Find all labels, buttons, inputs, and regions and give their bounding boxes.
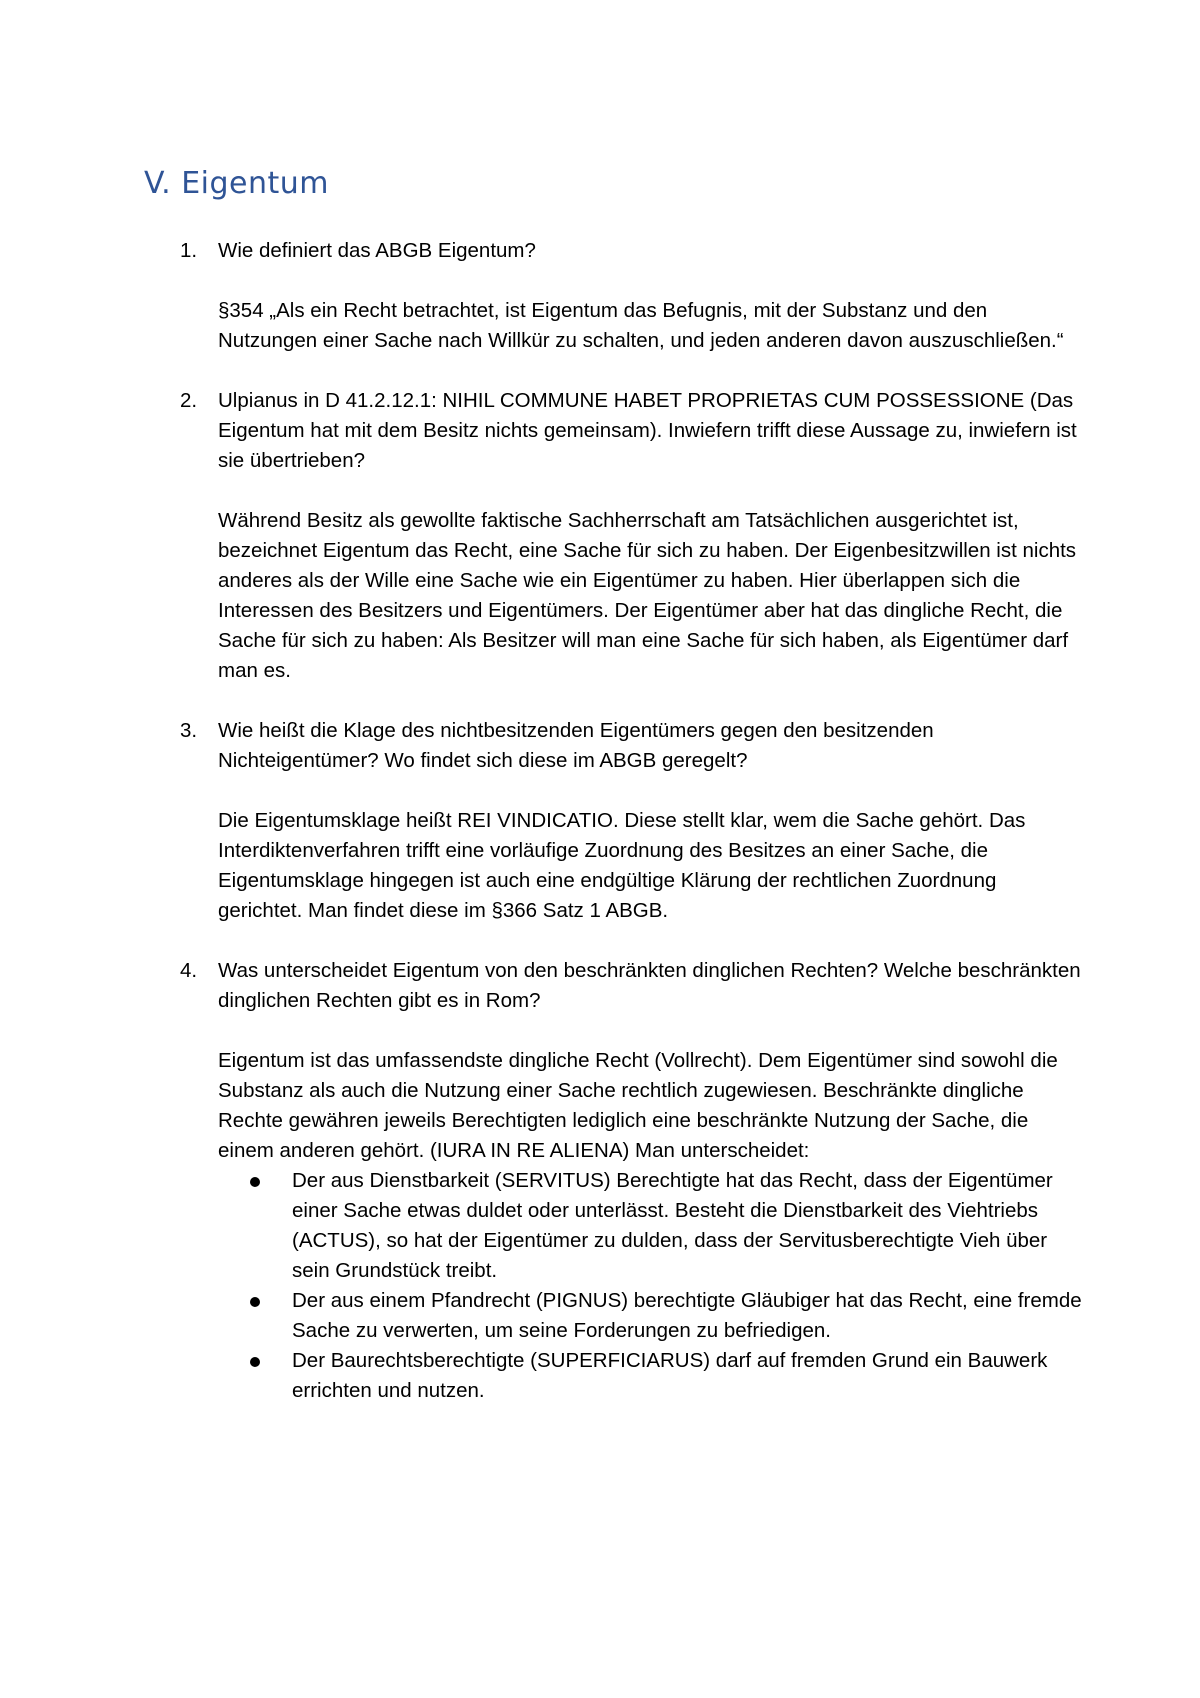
- bullet-list: [218, 1166, 1084, 1406]
- answer-text: Eigentum ist das umfassendste dingliche Recht (Vollrecht). Dem Eigentümer sind sowohl die Substanz als auch die Nutzung einer Sache rechtlich zugewiesen. Beschränkte dingliche Rechte gewähren jeweils Berechtigten lediglich eine beschränkte Nutzung der Sache, die einem anderen gehört. (IURA IN RE ALIENA) Man unterscheidet:: [218, 1049, 1058, 1162]
- answer-text: Die Eigentumsklage heißt REI VINDICATIO. Diese stellt klar, wem die Sache gehört. Das Interdiktenverfahren trifft eine vorläufige Zuordnung des Besitzes an einer Sache, die Eigentumsklage hingegen ist auch eine endgültige Klärung der rechtlichen Zuordnung gerichtet. Man findet diese im §366 Satz 1 ABGB.: [218, 809, 1026, 922]
- question-number: 4.: [180, 959, 198, 982]
- question-text: Wie heißt die Klage des nichtbesitzenden Eigentümers gegen den besitzenden Nichteigentümer? Wo findet sich diese im ABGB geregelt?: [218, 719, 934, 772]
- answer-text: §354 „Als ein Recht betrachtet, ist Eigentum das Befugnis, mit der Substanz und den Nutzungen einer Sache nach Willkür zu schalten, und jeden anderen davon auszuschließen.“: [218, 299, 1064, 352]
- question-text: Ulpianus in D 41.2.12.1: NIHIL COMMUNE HABET PROPRIETAS CUM POSSESSIONE (Das Eigentum hat mit dem Besitz nichts gemeinsam). Inwiefern trifft diese Aussage zu, inwiefern ist sie übertrieben?: [218, 389, 1077, 472]
- question-number: 1.: [180, 239, 198, 262]
- question-item-1: [144, 236, 1084, 356]
- bullet-icon: [250, 1357, 260, 1367]
- bullet-text: Der Baurechtsberechtigte (SUPERFICIARUS) darf auf fremden Grund ein Bauwerk errichten und nutzen.: [292, 1349, 1048, 1402]
- page-title: V. Eigentum: [144, 166, 330, 201]
- question-list: [144, 236, 1084, 1406]
- question-number: 3.: [180, 719, 198, 742]
- bullet-icon: [250, 1297, 260, 1307]
- question-text: Was unterscheidet Eigentum von den beschränkten dinglichen Rechten? Welche beschränkten dinglichen Rechten gibt es in Rom?: [218, 959, 1081, 1012]
- list-item: [218, 1166, 1084, 1286]
- question-item-3: [144, 716, 1084, 926]
- question-number: 2.: [180, 389, 198, 412]
- question-item-2: [144, 386, 1084, 686]
- answer-text: Während Besitz als gewollte faktische Sachherrschaft am Tatsächlichen ausgerichtet ist, bezeichnet Eigentum das Recht, eine Sache für sich zu haben. Der Eigenbesitzwillen ist nichts anderes als der Wille eine Sache wie ein Eigentümer zu haben. Hier überlappen sich die Interessen des Besitzers und Eigentümers. Der Eigentümer aber hat das dingliche Recht, die Sache für sich zu haben: Als Besitzer will man eine Sache für sich haben, als Eigentümer darf man es.: [218, 509, 1077, 682]
- question-item-4: [144, 956, 1084, 1406]
- bullet-text: Der aus Dienstbarkeit (SERVITUS) Berechtigte hat das Recht, dass der Eigentümer einer Sache etwas duldet oder unterlässt. Besteht die Dienstbarkeit des Viehtriebs (ACTUS), so hat der Eigentümer zu dulden, dass der Servitusberechtigte Vieh über sein Grundstück treibt.: [292, 1169, 1053, 1282]
- bullet-text: Der aus einem Pfandrecht (PIGNUS) berechtigte Gläubiger hat das Recht, eine fremde Sache zu verwerten, um seine Forderungen zu befriedigen.: [292, 1289, 1082, 1342]
- list-item: [218, 1286, 1084, 1346]
- question-text: Wie definiert das ABGB Eigentum?: [218, 239, 536, 262]
- list-item: [218, 1346, 1084, 1406]
- bullet-icon: [250, 1177, 260, 1187]
